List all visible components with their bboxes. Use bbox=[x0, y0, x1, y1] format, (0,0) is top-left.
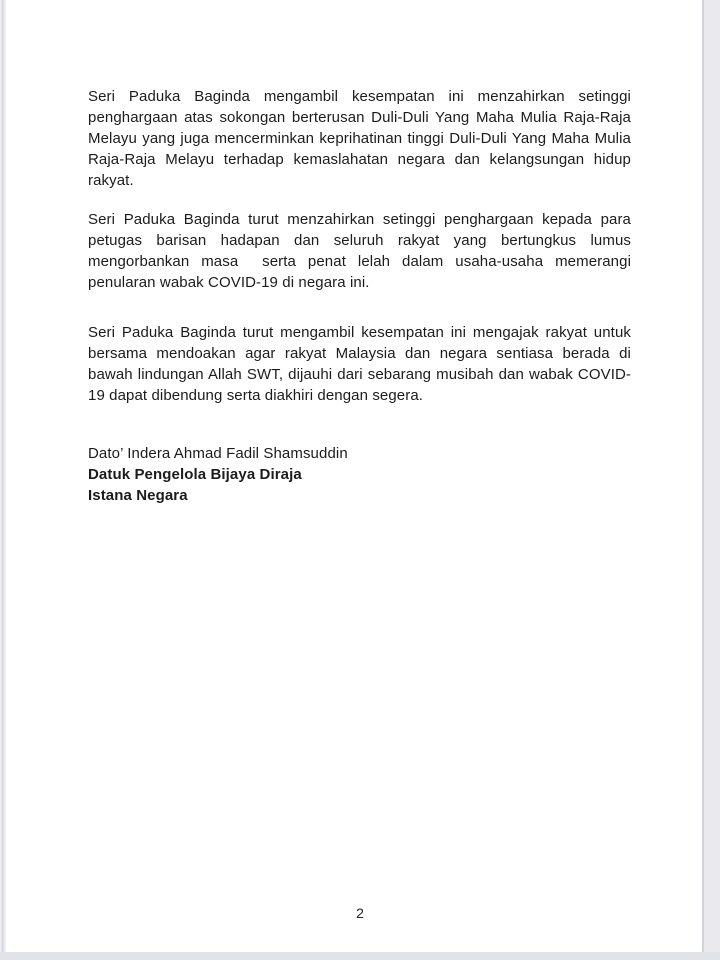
paragraph-2-line-4: penularan wabak COVID-19 di negara ini. bbox=[88, 274, 370, 291]
page-edge-left bbox=[0, 0, 6, 960]
signature-line-3: Istana Negara bbox=[88, 487, 188, 504]
paragraph-2-line-3: mengorbankan masa serta penat lelah dalam usaha-usaha memerangi bbox=[88, 253, 631, 270]
paragraph-1-line-5: rakyat. bbox=[88, 172, 134, 189]
signature-block bbox=[88, 443, 631, 506]
page-edge-right bbox=[702, 0, 720, 960]
paragraph-1 bbox=[88, 86, 631, 191]
paragraph-3-line-4: 19 dapat dibendung serta diakhiri dengan segera. bbox=[88, 387, 424, 404]
paragraph-3-line-3: bawah lindungan Allah SWT, dijauhi dari sebarang musibah dan wabak COVID- bbox=[88, 366, 631, 383]
signature-line-2: Datuk Pengelola Bijaya Diraja bbox=[88, 466, 302, 483]
paragraph-2-line-2: petugas barisan hadapan dan seluruh rakyat yang bertungkus lumus bbox=[88, 232, 631, 249]
paragraph-3-line-1: Seri Paduka Baginda turut mengambil kesempatan ini mengajak rakyat untuk bbox=[88, 324, 631, 341]
paragraph-1-line-4: Raja-Raja Melayu terhadap kemaslahatan negara dan kelangsungan hidup bbox=[88, 151, 631, 168]
paragraph-2-line-1: Seri Paduka Baginda turut menzahirkan setinggi penghargaan kepada para bbox=[88, 211, 631, 228]
paragraph-3-line-2: bersama mendoakan agar rakyat Malaysia dan negara sentiasa berada di bbox=[88, 345, 631, 362]
paragraph-2 bbox=[88, 209, 631, 293]
paragraph-1-line-1: Seri Paduka Baginda mengambil kesempatan ini menzahirkan setinggi bbox=[88, 88, 631, 105]
signature-line-1: Dato’ Indera Ahmad Fadil Shamsuddin bbox=[88, 445, 348, 462]
paragraph-1-line-3: Melayu yang juga mencerminkan keprihatinan tinggi Duli-Duli Yang Maha Mulia bbox=[88, 130, 631, 147]
page-edge-bottom bbox=[0, 952, 720, 960]
page-number: 2 bbox=[356, 905, 364, 921]
paragraph-1-line-2: penghargaan atas sokongan berterusan Duli-Duli Yang Maha Mulia Raja-Raja bbox=[88, 109, 631, 126]
paragraph-3 bbox=[88, 322, 631, 406]
